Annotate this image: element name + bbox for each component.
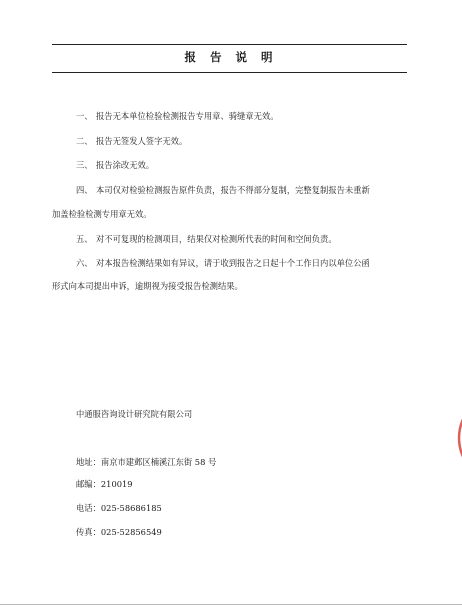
postcode-line (76, 478, 133, 490)
fax-value: 025-52856549 (100, 527, 162, 537)
phone-label: 电话： (76, 503, 101, 513)
clause-number: 六、 (76, 258, 93, 268)
clause-1 (76, 110, 412, 122)
title-rule (52, 72, 407, 73)
fax-line (76, 526, 162, 538)
address-label: 地址： (76, 457, 101, 467)
official-seal-stamp (424, 388, 462, 488)
clause-number: 三、 (76, 160, 93, 170)
fax-label: 传真： (76, 527, 101, 537)
postcode-value: 210019 (100, 479, 133, 489)
clause-number: 五、 (76, 234, 93, 244)
clause-text: 本司仅对检验检测报告原件负责，报告不得部分复制，完整复制报告未重新 (96, 185, 370, 195)
page-bottom-edge (0, 604, 462, 605)
postcode-label: 邮编： (76, 479, 101, 489)
clause-number: 一、 (76, 111, 93, 121)
clause-text: 对本报告检测结果如有异议，请于收到报告之日起十个工作日内以单位公函 (96, 258, 370, 268)
clause-text: 对不可复现的检测项目，结果仅对检测所代表的时间和空间负责。 (96, 234, 337, 244)
address-value: 南京市建邺区楠溪江东街 58 号 (100, 457, 217, 467)
company-name: 中通服咨询设计研究院有限公司 (76, 409, 193, 419)
page-title: 报 告 说 明 (184, 50, 278, 64)
clause-3 (76, 159, 412, 171)
clause-2 (76, 135, 412, 147)
phone-value: 025-58686185 (100, 503, 162, 513)
clause-number: 四、 (76, 185, 93, 195)
clause-4-continuation: 加盖检验检测专用章无效。 (52, 209, 152, 219)
phone-line (76, 502, 162, 514)
clause-4 (76, 184, 412, 196)
clause-number: 二、 (76, 136, 93, 146)
address-line (76, 456, 216, 468)
top-rule (52, 44, 407, 45)
clause-6 (76, 257, 412, 269)
clause-6-continuation: 形式向本司提出申诉，逾期视为接受报告检测结果。 (52, 281, 243, 291)
clause-5 (76, 233, 412, 245)
clause-text: 报告无本单位检验检测报告专用章、骑缝章无效。 (96, 111, 279, 121)
clause-text: 报告无签发人签字无效。 (96, 136, 188, 146)
clause-text: 报告涂改无效。 (96, 160, 155, 170)
